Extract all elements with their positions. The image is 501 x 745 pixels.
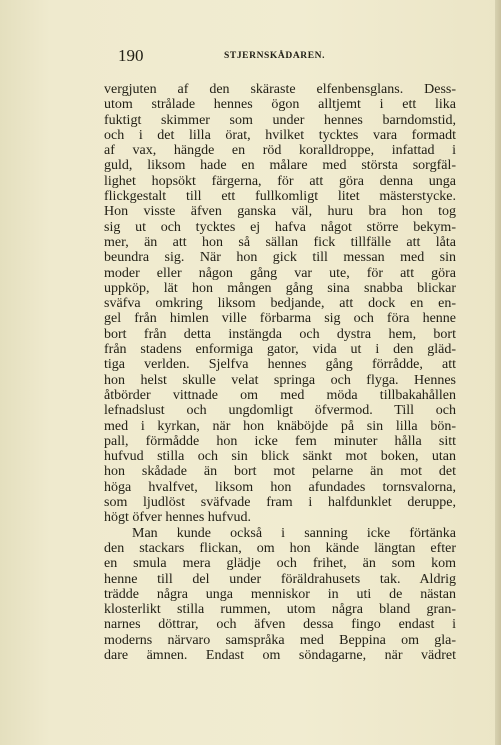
- text-line: mer, än att hon så sällan fick tillfälle att låta: [104, 234, 456, 250]
- text-line: lefnadslust och ungdomligt öfvermod. Till och: [104, 403, 456, 419]
- text-line: som ljudlöst sväfvade fram i halfdunklet deruppe,: [104, 495, 456, 511]
- text-line: en smula mera glädje och frihet, än som kom: [104, 556, 456, 572]
- text-line: flickgestalt till ett fullkomligt litet mästerstycke.: [104, 189, 456, 205]
- text-line: henne till del under föräldrahusets tak. Aldrig: [104, 571, 456, 587]
- text-line: höga hvalfvet, liksom hon afundades tornsvalorna,: [104, 479, 456, 495]
- text-line: moderns närvaro samspråka med Beppina om gla-: [104, 632, 456, 648]
- text-line: hon helst skulle velat springa och flyga. Hennes: [104, 372, 456, 388]
- text-line: dare ämnen. Endast om söndagarne, när vädret: [104, 647, 456, 663]
- text-line: sig ut och tycktes ej hafva något större bekym-: [104, 219, 456, 235]
- text-line: af vax, hängde en röd koralldroppe, infattad i: [104, 143, 456, 159]
- text-line: med i kyrkan, när hon knäböjde på sin lilla bön-: [104, 418, 456, 434]
- text-line: och i det lilla örat, hvilket tycktes vara formadt: [104, 127, 456, 143]
- text-line: bort från detta instängda och dystra hem, bort: [104, 326, 456, 342]
- text-line: fuktigt skimmer som under hennes barndomstid,: [104, 112, 456, 128]
- text-line: Hon visste äfven ganska väl, huru bra hon tog: [104, 204, 456, 220]
- text-line: guld, liksom hade en målare med största sorgfäl-: [104, 158, 456, 174]
- text-line: uppköp, lät hon mången gång sina snabba blickar: [104, 280, 456, 296]
- text-line: hon skådade än bort mot pelarne än mot det: [104, 464, 456, 480]
- text-line: Man kunde också i sanning icke förtänka: [132, 525, 456, 541]
- text-line: moder eller någon gång var ute, för att göra: [104, 265, 456, 281]
- text-line: tiga verlden. Sjelfva hennes gång förrådde, att: [104, 357, 456, 373]
- text-line: lighet hopsökt färgerna, för att göra denna unga: [104, 173, 456, 189]
- text-line: den stackars flickan, om hon kände längtan efter: [104, 540, 456, 556]
- text-line: vergjuten af den skäraste elfenbensglans. Dess-: [104, 82, 456, 97]
- text-line: utom strålade hennes ögon alltjemt i ett lika: [104, 97, 456, 113]
- paragraph-1: [104, 82, 456, 526]
- text-line: trädde några unga menniskor in uti de nästan: [104, 586, 456, 602]
- paragraph-2: [104, 526, 456, 664]
- text-line: högt öfver hennes hufvud.: [104, 510, 251, 526]
- text-line: hufvud stilla och sin blick sänkt mot boken, utan: [104, 449, 456, 465]
- text-line: gel från himlen ville förbarma sig och föra henne: [104, 311, 456, 327]
- text-line: sväfva omkring liksom bedjande, att dock en en-: [104, 296, 456, 312]
- page-number: 190: [118, 46, 144, 65]
- text-line: klosterlikt stilla rummen, utom några bland gran-: [104, 602, 456, 618]
- text-line: från stadens enformiga gator, vida ut i den gläd-: [104, 342, 456, 358]
- running-head: STJERNSKÅDAREN.: [224, 51, 326, 61]
- page-edge: [495, 0, 501, 745]
- text-line: pall, förmådde hon icke fem minuter hålla sitt: [104, 433, 456, 449]
- text-line: narnes döttrar, och äfven dessa fingo endast i: [104, 617, 456, 633]
- text-line: beundra sig. När hon gick till messan med sin: [104, 250, 456, 266]
- page-header: [118, 46, 454, 66]
- text-line: åtbörder vittnade om med möda tillbakahållen: [104, 387, 456, 403]
- body-text: [104, 82, 456, 663]
